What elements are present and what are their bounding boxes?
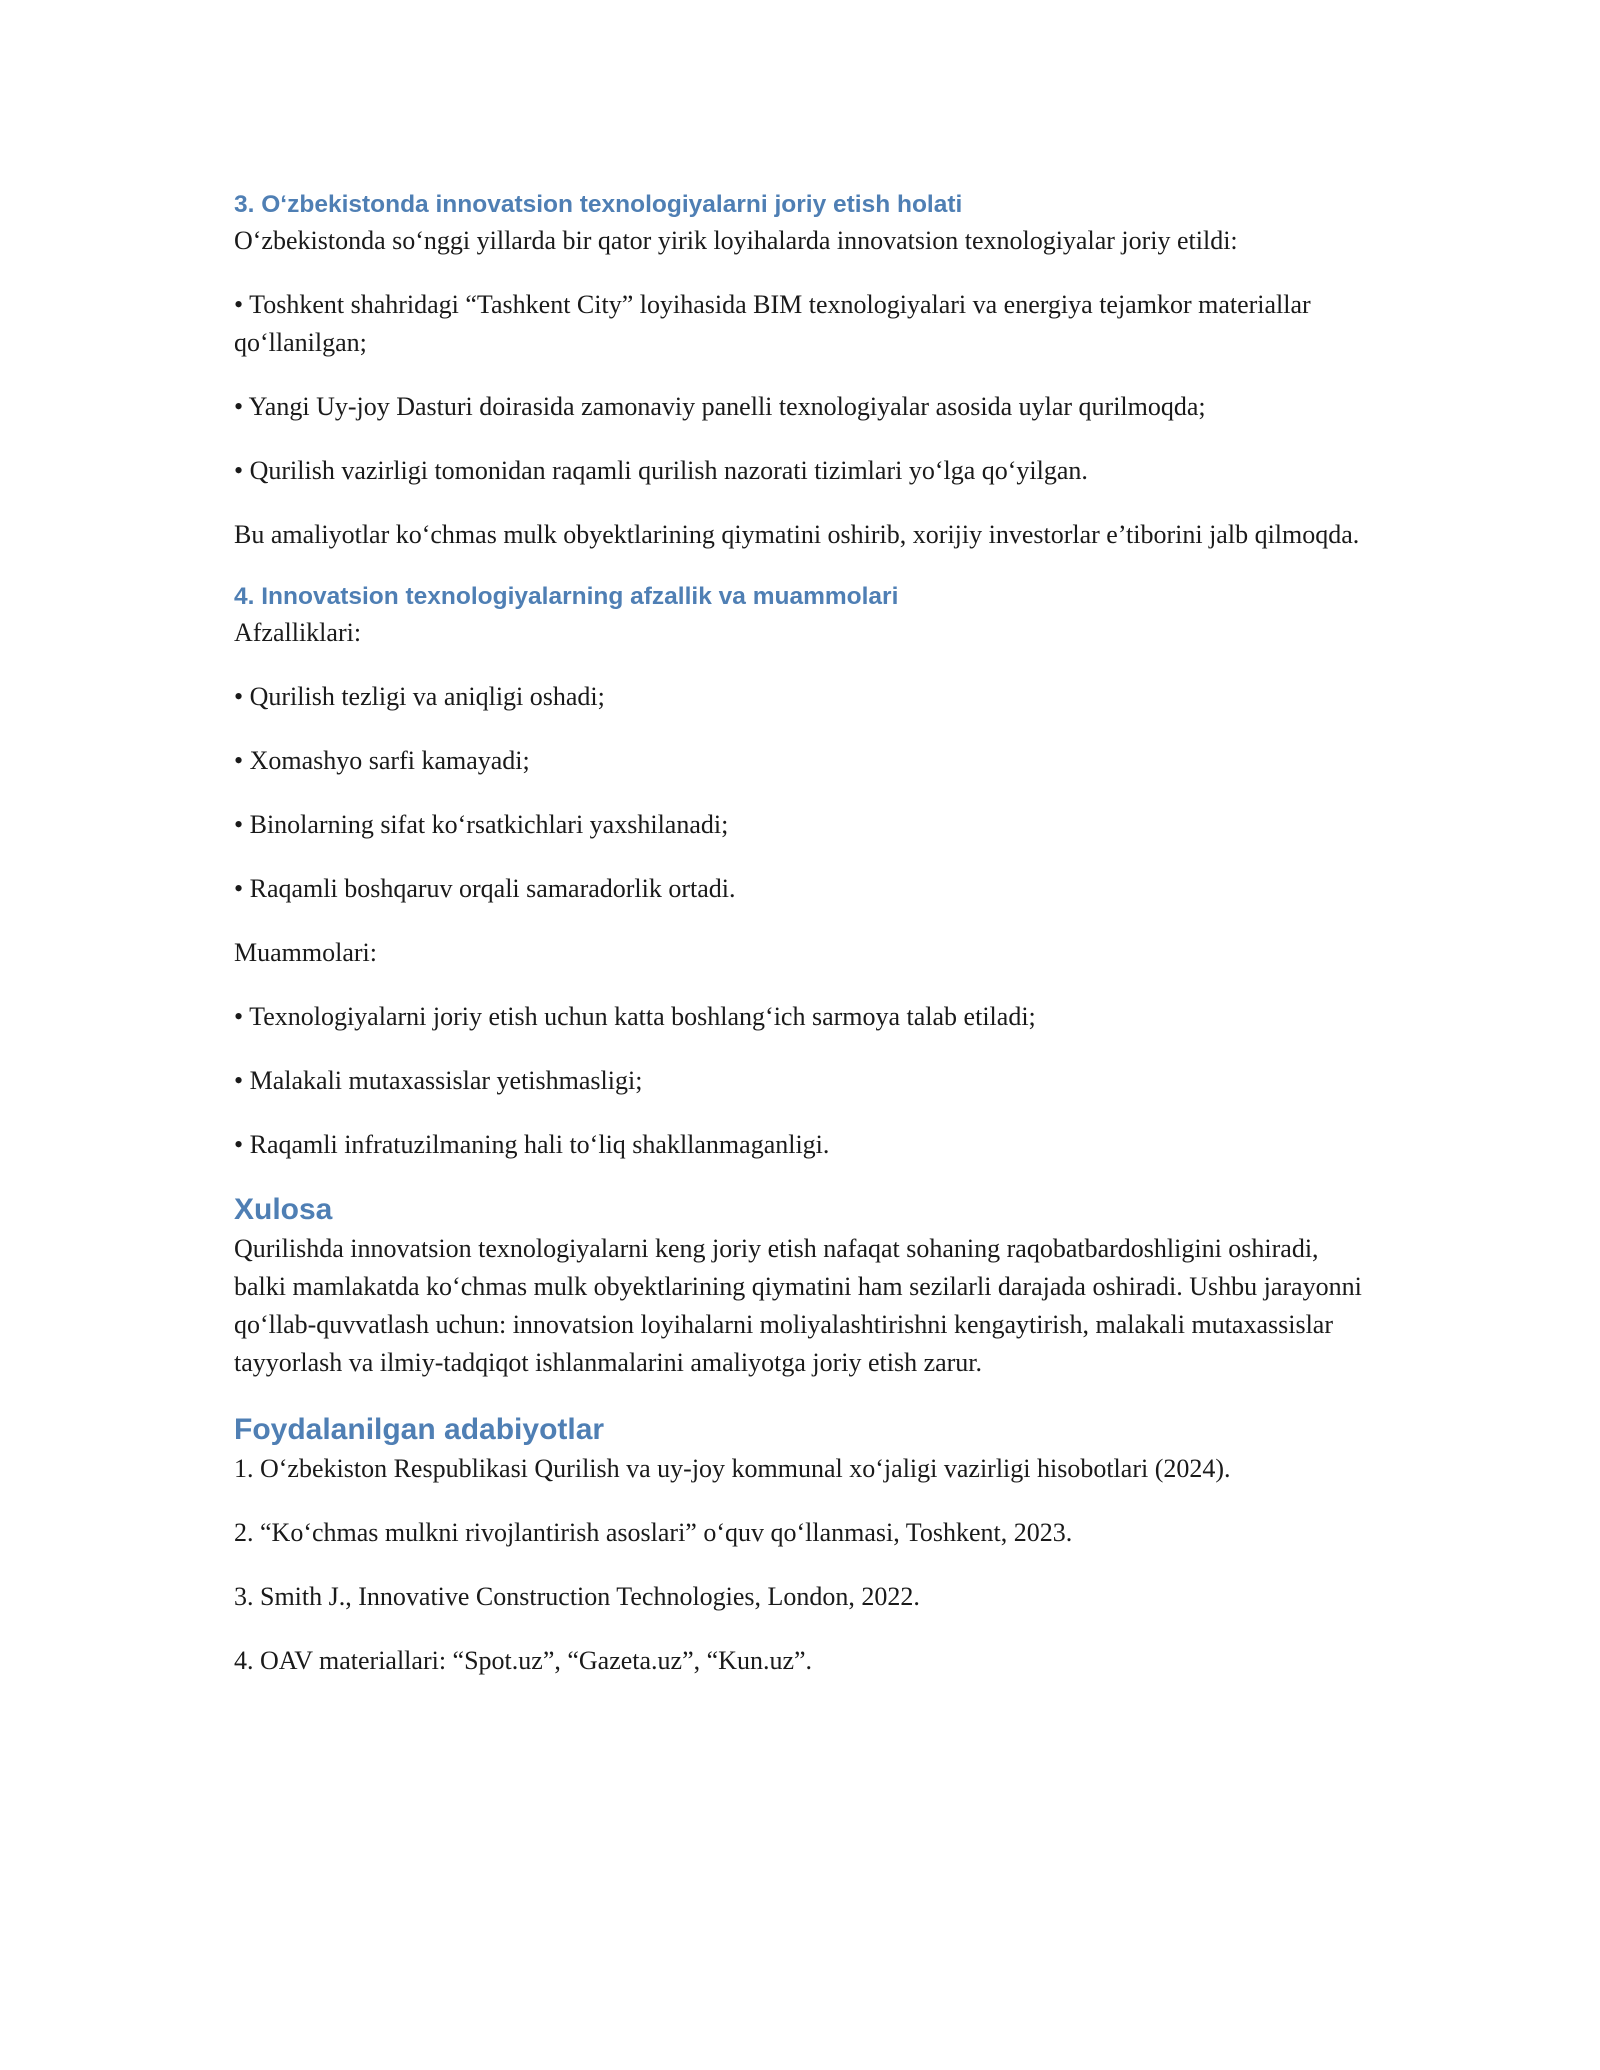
list-item: • Raqamli boshqaruv orqali samaradorlik ortadi. xyxy=(234,874,736,903)
list-item: • Toshkent shahridagi “Tashkent City” loyihasida BIM texnologiyalari va energiya tejamkor materiallar qo‘llanilgan; xyxy=(234,290,1311,357)
document-page xyxy=(234,188,1374,1680)
list-item: • Xomashyo sarfi kamayadi; xyxy=(234,746,530,775)
xulosa-text: Qurilishda innovatsion texnologiyalarni keng joriy etish nafaqat sohaning raqobatbardoshligini oshiradi, balki mamlakatda ko‘chmas mulk obyektlarining qiymatini ham sezilarli darajada oshiradi. Ushbu jarayonni qo‘llab-quvvatlash uchun: innovatsion loyihalarni moliyalashtirishni kengaytirish, malakali mutaxassislar tayyorlash va ilmiy-tadqiqot ishlanmalarini amaliyotga joriy etish zarur. xyxy=(234,1234,1362,1377)
list-item: • Texnologiyalarni joriy etish uchun katta boshlang‘ich sarmoya talab etiladi; xyxy=(234,1002,1036,1031)
references-heading: Foydalanilgan adabiyotlar xyxy=(234,1413,605,1446)
xulosa-heading: Xulosa xyxy=(234,1193,333,1226)
section-3-intro: O‘zbekistonda so‘nggi yillarda bir qator yirik loyihalarda innovatsion texnologiyalar joriy etildi: xyxy=(234,226,1238,255)
reference-item: 3. Smith J., Innovative Construction Technologies, London, 2022. xyxy=(234,1582,920,1611)
list-item: • Binolarning sifat ko‘rsatkichlari yaxshilanadi; xyxy=(234,810,729,839)
section-3-heading: 3. O‘zbekistonda innovatsion texnologiyalarni joriy etish holati xyxy=(234,191,963,218)
section-3-conclusion: Bu amaliyotlar ko‘chmas mulk obyektlarining qiymatini oshirib, xorijiy investorlar e’tiborini jalb qilmoqda. xyxy=(234,520,1360,549)
list-item: • Malakali mutaxassislar yetishmasligi; xyxy=(234,1066,643,1095)
reference-item: 1. O‘zbekiston Respublikasi Qurilish va uy-joy kommunal xo‘jaligi vazirligi hisobotlari (2024). xyxy=(234,1454,1231,1483)
list-item: • Qurilish vazirligi tomonidan raqamli qurilish nazorati tizimlari yo‘lga qo‘yilgan. xyxy=(234,456,1088,485)
section-4-heading: 4. Innovatsion texnologiyalarning afzallik va muammolari xyxy=(234,583,899,610)
advantages-label: Afzalliklari: xyxy=(234,618,362,647)
reference-item: 2. “Ko‘chmas mulkni rivojlantirish asoslari” o‘quv qo‘llanmasi, Toshkent, 2023. xyxy=(234,1518,1073,1547)
list-item: • Qurilish tezligi va aniqligi oshadi; xyxy=(234,682,605,711)
list-item: • Yangi Uy-joy Dasturi doirasida zamonaviy panelli texnologiyalar asosida uylar qurilmoqda; xyxy=(234,392,1206,421)
problems-label: Muammolari: xyxy=(234,938,377,967)
reference-item: 4. OAV materiallari: “Spot.uz”, “Gazeta.uz”, “Kun.uz”. xyxy=(234,1646,813,1675)
list-item: • Raqamli infratuzilmaning hali to‘liq shakllanmaganligi. xyxy=(234,1130,830,1159)
